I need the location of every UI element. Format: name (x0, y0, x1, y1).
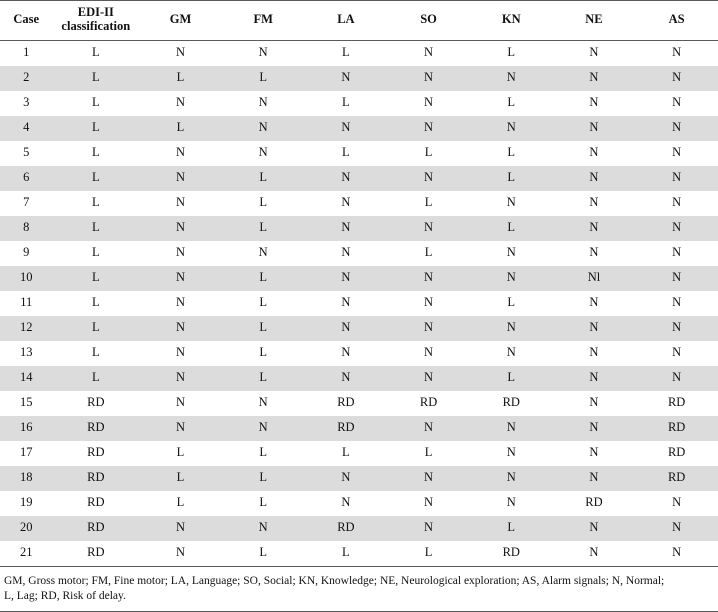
table-cell: N (470, 66, 553, 91)
table-cell: N (139, 391, 222, 416)
table-cell: N (139, 516, 222, 541)
table-cell: N (635, 491, 718, 516)
table-cell: RD (52, 516, 139, 541)
table-cell: N (553, 316, 636, 341)
table-cell: L (305, 91, 388, 116)
table-cell: N (222, 391, 305, 416)
table-cell: N (305, 291, 388, 316)
table-cell: N (139, 216, 222, 241)
table-cell: N (387, 266, 470, 291)
table-cell: L (52, 316, 139, 341)
table-row (0, 91, 718, 116)
table-row (0, 291, 718, 316)
table-cell: N (635, 266, 718, 291)
table-cell: RD (305, 391, 388, 416)
table-cell: N (553, 291, 636, 316)
cell-case: 8 (0, 216, 52, 241)
table-cell: RD (387, 391, 470, 416)
table-cell: N (553, 341, 636, 366)
table-cell: L (222, 291, 305, 316)
column-header-edi-line2: classification (61, 19, 131, 34)
table-row (0, 40, 718, 66)
table-cell: L (222, 541, 305, 567)
table-cell: N (553, 141, 636, 166)
column-header-kn: KN (470, 1, 553, 41)
cell-case: 10 (0, 266, 52, 291)
table-cell: N (553, 66, 636, 91)
table-cell: N (387, 116, 470, 141)
table-cell: N (387, 66, 470, 91)
table-cell: N (635, 91, 718, 116)
table-cell: N (553, 40, 636, 66)
table-cell: N (553, 516, 636, 541)
table-header-row (0, 1, 718, 41)
table-cell: N (387, 291, 470, 316)
table-row (0, 266, 718, 291)
table-cell: L (139, 491, 222, 516)
table-cell: L (387, 191, 470, 216)
table-row (0, 391, 718, 416)
table-cell: N (387, 316, 470, 341)
table-cell: L (52, 191, 139, 216)
table-cell: N (305, 191, 388, 216)
table-row (0, 66, 718, 91)
column-header-so: SO (387, 1, 470, 41)
table-row (0, 316, 718, 341)
table-cell: L (222, 266, 305, 291)
table-cell: N (553, 541, 636, 567)
cell-case: 3 (0, 91, 52, 116)
table-cell: N (635, 40, 718, 66)
table-cell: N (139, 416, 222, 441)
table-cell: N (553, 441, 636, 466)
cell-case: 15 (0, 391, 52, 416)
table-cell: N (387, 166, 470, 191)
cell-case: 20 (0, 516, 52, 541)
table-cell: L (139, 66, 222, 91)
table-cell: N (222, 241, 305, 266)
table-row (0, 166, 718, 191)
table-cell: N (635, 116, 718, 141)
table-cell: N (305, 341, 388, 366)
table-cell: L (222, 366, 305, 391)
table-cell: N (139, 266, 222, 291)
table-cell: N (222, 141, 305, 166)
table-cell: L (470, 141, 553, 166)
table-row (0, 341, 718, 366)
table-header (0, 1, 718, 41)
table-cell: N (470, 266, 553, 291)
table-cell: N (470, 441, 553, 466)
table-cell: L (222, 191, 305, 216)
column-header-case: Case (0, 1, 52, 41)
table-cell: L (222, 466, 305, 491)
table-cell: L (387, 541, 470, 567)
table-cell: N (635, 516, 718, 541)
table-cell: L (52, 291, 139, 316)
table-cell: N (387, 341, 470, 366)
table-row (0, 191, 718, 216)
table-footnote (0, 567, 718, 612)
table-cell: N (305, 466, 388, 491)
table-cell: N (553, 241, 636, 266)
table-cell: N (553, 91, 636, 116)
table-cell: N (139, 166, 222, 191)
table-cell: L (52, 341, 139, 366)
table-cell: L (139, 116, 222, 141)
cell-case: 18 (0, 466, 52, 491)
cell-case: 1 (0, 40, 52, 66)
table-cell: L (52, 241, 139, 266)
table-row (0, 541, 718, 567)
table-cell: N (553, 116, 636, 141)
table-cell: L (387, 441, 470, 466)
table-cell: L (139, 441, 222, 466)
table-cell: N (305, 166, 388, 191)
table-cell: N (635, 191, 718, 216)
table-cell: L (470, 216, 553, 241)
table-cell: L (470, 516, 553, 541)
table-row (0, 441, 718, 466)
table-cell: RD (635, 416, 718, 441)
table-cell: L (387, 141, 470, 166)
table-cell: N (470, 191, 553, 216)
table-cell: L (470, 291, 553, 316)
table-row (0, 366, 718, 391)
table-row (0, 141, 718, 166)
table-cell: RD (52, 491, 139, 516)
table-cell: Nl (553, 266, 636, 291)
table-cell: N (635, 141, 718, 166)
table-cell: N (305, 241, 388, 266)
column-header-as: AS (635, 1, 718, 41)
cell-case: 14 (0, 366, 52, 391)
table-cell: L (52, 40, 139, 66)
table-cell: L (470, 366, 553, 391)
table-cell: N (470, 466, 553, 491)
table-cell: L (222, 66, 305, 91)
table-cell: N (222, 116, 305, 141)
table-cell: N (387, 216, 470, 241)
table-cell: N (139, 191, 222, 216)
table-cell: L (222, 216, 305, 241)
table-cell: L (222, 166, 305, 191)
table-cell: RD (305, 416, 388, 441)
table-cell: RD (635, 466, 718, 491)
table-cell: N (635, 341, 718, 366)
table-cell: RD (305, 516, 388, 541)
table-cell: N (139, 341, 222, 366)
table-body (0, 40, 718, 566)
table-cell: L (305, 541, 388, 567)
table-cell: RD (52, 416, 139, 441)
table-cell: N (470, 316, 553, 341)
table-cell: L (387, 241, 470, 266)
footnote-line-2: L, Lag; RD, Risk of delay. (4, 590, 126, 603)
table-cell: L (305, 40, 388, 66)
table-cell: L (52, 66, 139, 91)
table-cell: L (470, 166, 553, 191)
table-cell: N (387, 366, 470, 391)
table-cell: N (635, 316, 718, 341)
table-cell: L (52, 166, 139, 191)
table-cell: N (553, 416, 636, 441)
table-cell: N (387, 491, 470, 516)
footnote-line-1: GM, Gross motor; FM, Fine motor; LA, Language; SO, Social; KN, Knowledge; NE, Neurological exploration; AS, Alarm signals; N, Normal; (4, 574, 665, 587)
table-cell: L (470, 40, 553, 66)
table-cell: N (139, 541, 222, 567)
table-cell: N (553, 166, 636, 191)
table-cell: N (635, 66, 718, 91)
table-row (0, 116, 718, 141)
table-cell: N (305, 266, 388, 291)
table-cell: L (470, 91, 553, 116)
table-cell: RD (52, 541, 139, 567)
table-cell: N (387, 466, 470, 491)
table-cell: N (139, 141, 222, 166)
table-cell: N (387, 416, 470, 441)
table-cell: L (139, 466, 222, 491)
table-cell: N (139, 241, 222, 266)
table-cell: N (387, 40, 470, 66)
table-cell: N (470, 116, 553, 141)
table-cell: L (222, 441, 305, 466)
table-cell: N (635, 291, 718, 316)
column-header-ne: NE (553, 1, 636, 41)
cell-case: 5 (0, 141, 52, 166)
table-cell: RD (470, 391, 553, 416)
table-row (0, 216, 718, 241)
table-row (0, 416, 718, 441)
table-cell: L (52, 141, 139, 166)
table-cell: N (387, 91, 470, 116)
cell-case: 16 (0, 416, 52, 441)
cell-case: 17 (0, 441, 52, 466)
table-cell: L (222, 491, 305, 516)
table-cell: L (305, 141, 388, 166)
table-cell: N (553, 466, 636, 491)
table-cell: N (305, 116, 388, 141)
column-header-gm: GM (139, 1, 222, 41)
cell-case: 6 (0, 166, 52, 191)
table-row (0, 466, 718, 491)
table-cell: N (305, 366, 388, 391)
table-cell: N (222, 416, 305, 441)
column-header-edi-line1: EDI-II (77, 5, 114, 19)
table-cell: L (52, 216, 139, 241)
table-cell: N (635, 366, 718, 391)
table-cell: N (470, 241, 553, 266)
cell-case: 2 (0, 66, 52, 91)
table-row (0, 241, 718, 266)
table-cell: L (52, 366, 139, 391)
cell-case: 12 (0, 316, 52, 341)
table-cell: RD (52, 391, 139, 416)
table-cell: N (222, 40, 305, 66)
table-cell: N (553, 191, 636, 216)
table-cell: N (553, 391, 636, 416)
table-cell: N (635, 166, 718, 191)
table-cell: N (635, 241, 718, 266)
table-cell: N (305, 216, 388, 241)
table-cell: L (222, 316, 305, 341)
cell-case: 13 (0, 341, 52, 366)
table-cell: N (387, 516, 470, 541)
table-cell: RD (553, 491, 636, 516)
table-cell: N (139, 316, 222, 341)
table-cell: RD (635, 441, 718, 466)
table-cell: N (553, 366, 636, 391)
table-cell: N (139, 366, 222, 391)
cell-case: 19 (0, 491, 52, 516)
table-cell: N (470, 491, 553, 516)
table-row (0, 491, 718, 516)
table-cell: L (52, 91, 139, 116)
table-cell: RD (635, 391, 718, 416)
table-cell: N (139, 40, 222, 66)
table-row (0, 516, 718, 541)
table-cell: RD (470, 541, 553, 567)
table-cell: RD (52, 466, 139, 491)
column-header-la: LA (305, 1, 388, 41)
table-cell: L (52, 266, 139, 291)
table-cell: N (222, 516, 305, 541)
table-cell: N (305, 316, 388, 341)
column-header-fm: FM (222, 1, 305, 41)
table-cell: N (635, 216, 718, 241)
cell-case: 7 (0, 191, 52, 216)
table-cell: N (470, 341, 553, 366)
table-cell: N (222, 91, 305, 116)
table-cell: N (553, 216, 636, 241)
table-cell: N (305, 66, 388, 91)
table-cell: N (139, 291, 222, 316)
column-header-edi-classification (52, 1, 139, 41)
table-cell: N (470, 416, 553, 441)
table-cell: N (305, 491, 388, 516)
table-cell: N (635, 541, 718, 567)
table-cell: L (222, 341, 305, 366)
table-cell: RD (52, 441, 139, 466)
table-cell: L (305, 441, 388, 466)
table-cell: L (52, 116, 139, 141)
cell-case: 4 (0, 116, 52, 141)
cell-case: 11 (0, 291, 52, 316)
table-cell: N (139, 91, 222, 116)
cell-case: 9 (0, 241, 52, 266)
cell-case: 21 (0, 541, 52, 567)
